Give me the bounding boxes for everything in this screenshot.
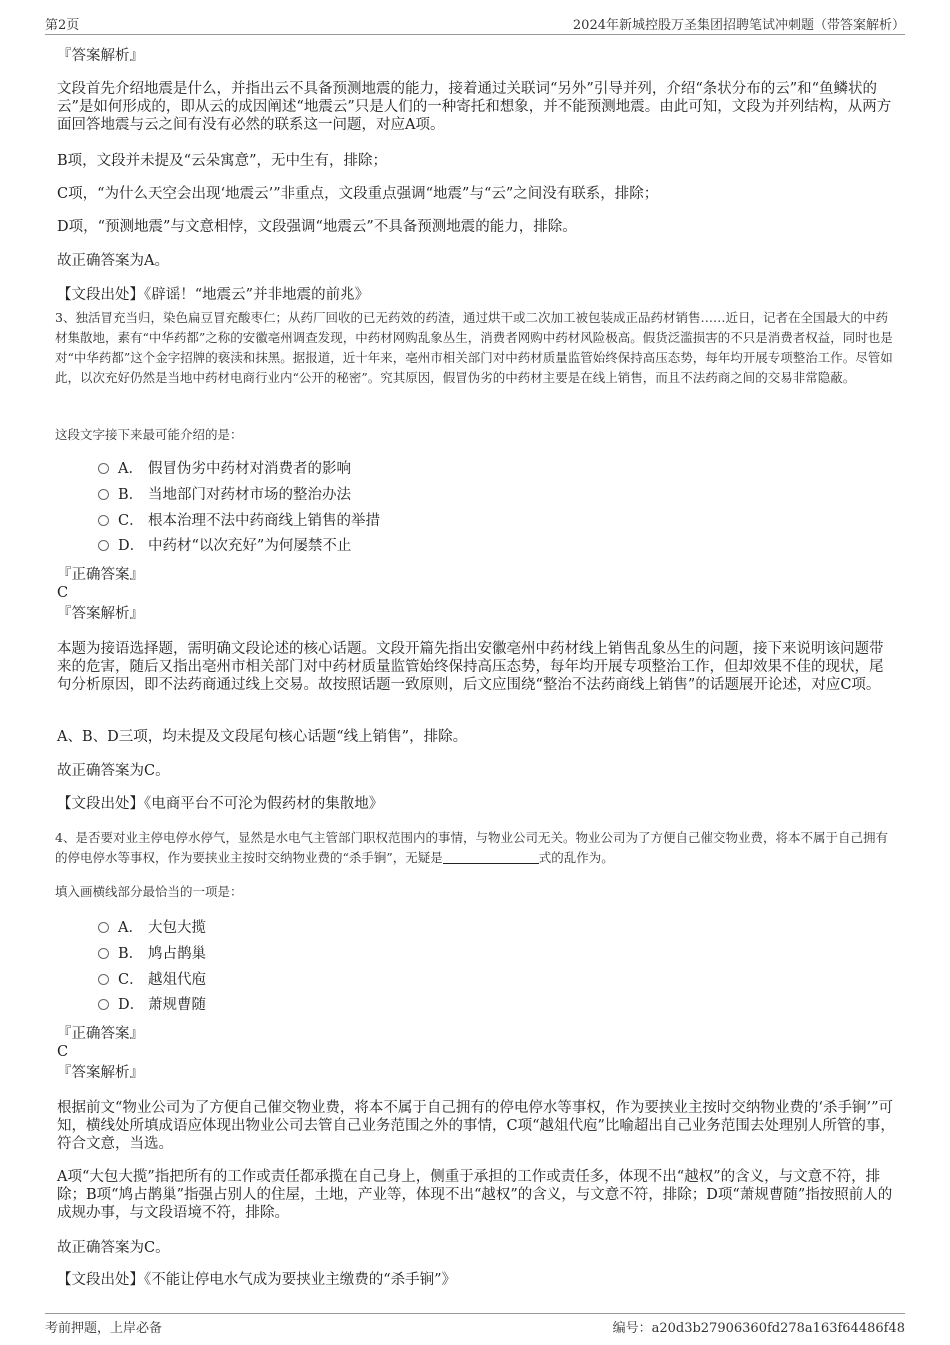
option-key: C． <box>118 513 144 529</box>
radio-button[interactable] <box>98 922 109 933</box>
option-text: 鸠占鹊巢 <box>148 946 206 962</box>
question-4-text <box>55 828 900 868</box>
option-b[interactable] <box>98 945 206 963</box>
option-d[interactable] <box>98 996 206 1014</box>
option-text: 假冒伪劣中药材对消费者的影响 <box>148 461 351 477</box>
radio-button[interactable] <box>98 515 109 526</box>
option-text: 萧规曹随 <box>148 997 206 1013</box>
radio-button[interactable] <box>98 489 109 500</box>
option-a[interactable] <box>98 919 206 937</box>
document-title: 2024年新城控股万圣集团招聘笔试冲刺题（带答案解析） <box>572 18 905 33</box>
radio-button[interactable] <box>98 974 109 985</box>
option-key: B． <box>118 946 144 962</box>
analysis-label: 『答案解析』 <box>57 606 144 622</box>
analysis-paragraph: 文段首先介绍地震是什么，并指出云不具备预测地震的能力，接着通过关联词“另外”引导并列，介绍“条状分布的云”和“鱼鳞状的云”是如何形成的，即从云的成因阐述“地震云”只是人们的一种寄托和想象，并不能预测地震。由此可知，文段为并列结构，从两方面回答地震与云之间有没有必然的联系这一问题，对应A项。 <box>57 81 892 133</box>
correct-answer: C <box>57 1044 69 1060</box>
correct-answer: C <box>57 585 69 601</box>
analysis-paragraph: A、B、D三项，均未提及文段尾句核心话题“线上销售”，排除。 <box>57 729 468 745</box>
question-3-text: 3、独活冒充当归，染色扁豆冒充酸枣仁；从药厂回收的已无药效的药渣，通过烘干或二次加工被包装成正品药材销售……近日，记者在全国最大的中药材集散地，素有“中华药都”之称的安徽亳州调查发现，中药材网购乱象丛生，消费者网购中药材风险极高。假货泛滥损害的不只是消费者权益，同时也是对“中华药都”这个金字招牌的亵渎和抹黑。据报道，近十年来，亳州市相关部门对中药材质量监管始终保持高压态势，每年均开展专项整治工作。尽管如此，以次充好仍然是当地中药材电商行业内“公开的秘密”。究其原因，假冒伪劣的中药材主要是在线上销售，而且不法药商之间的交易非常隐蔽。 <box>55 310 893 385</box>
option-text: 大包大揽 <box>148 920 206 936</box>
analysis-label: 『答案解析』 <box>57 48 144 64</box>
option-key: D． <box>118 997 145 1013</box>
radio-button[interactable] <box>98 540 109 551</box>
correct-answer-label: 『正确答案』 <box>57 567 144 583</box>
option-b[interactable] <box>98 486 351 504</box>
radio-button[interactable] <box>98 463 109 474</box>
analysis-paragraph: 本题为接语选择题，需明确文段论述的核心话题。文段开篇先指出安徽亳州中药材线上销售乱象丛生的问题，接下来说明该问题带来的危害，随后又指出亳州市相关部门对中药材质量监管始终保持高压态势，每年均开展专项整治工作，但却效果不佳的现状，尾句分析原因，即不法药商通过线上交易。故按照话题一致原则，后文应围绕“整治不法药商线上销售”的话题展开论述，对应C项。 <box>57 641 884 693</box>
question-4-stem: 填入画横线部分最恰当的一项是： <box>55 884 243 899</box>
answer-statement: 故正确答案为C。 <box>57 763 170 779</box>
question-3-stem: 这段文字接下来最可能介绍的是： <box>55 427 243 442</box>
source-citation: 【文段出处】《电商平台不可沦为假药材的集散地》 <box>57 796 384 812</box>
option-text: 中药材“以次充好”为何屡禁不止 <box>148 538 352 554</box>
fill-in-blank <box>443 851 539 864</box>
option-text: 当地部门对药材市场的整治办法 <box>148 487 351 503</box>
analysis-paragraph: 根据前文“物业公司为了方便自己催交物业费，将本不属于自己拥有的停电停水等事权，作为要挟业主按时交纳物业费的‘杀手锏’”可知，横线处所填成语应体现出物业公司去管自己业务范围之外的事情，C项“越俎代庖”比喻超出自己业务范围去处理别人所管的事，符合文意，当选。 <box>57 1100 895 1152</box>
footer-slogan: 考前押题，上岸必备 <box>45 1321 163 1336</box>
analysis-paragraph: B项，文段并未提及“云朵寓意”，无中生有，排除； <box>57 153 387 169</box>
option-key: B． <box>118 487 144 503</box>
option-key: C． <box>118 972 144 988</box>
analysis-paragraph: C项，“为什么天空会出现‘地震云’”非重点，文段重点强调“地震”与“云”之间没有联系，排除； <box>57 186 659 202</box>
source-citation: 【文段出处】《辟谣！“地震云”并非地震的前兆》 <box>57 287 370 303</box>
option-key: A． <box>118 920 143 936</box>
option-key: D． <box>118 538 145 554</box>
analysis-paragraph: D项，“预测地震”与文意相悖，文段强调“地震云”不具备预测地震的能力，排除。 <box>57 219 577 235</box>
answer-statement: 故正确答案为C。 <box>57 1240 170 1256</box>
option-c[interactable] <box>98 971 206 989</box>
answer-statement: 故正确答案为A。 <box>57 253 169 269</box>
option-d[interactable] <box>98 537 351 555</box>
source-citation: 【文段出处】《不能让停电水气成为要挟业主缴费的“杀手锏”》 <box>57 1272 457 1288</box>
option-c[interactable] <box>98 512 380 530</box>
option-text: 根本治理不法中药商线上销售的举措 <box>148 513 380 529</box>
page-footer <box>45 1313 905 1336</box>
option-a[interactable] <box>98 460 351 478</box>
option-text: 越俎代庖 <box>148 972 206 988</box>
radio-button[interactable] <box>98 948 109 959</box>
radio-button[interactable] <box>98 999 109 1010</box>
analysis-label: 『答案解析』 <box>57 1065 144 1081</box>
question-4-text-part: 4、是否要对业主停电停水停气，显然是水电气主管部门职权范围内的事情，与物业公司无关。物业公司为了方便自己催交物业费，将本不属于自己拥有的停电停水等事权，作为要挟业主按时交纳物业费的“杀手锏”，无疑是 <box>55 830 888 865</box>
document-code: 编号：a20d3b27906360fd278a163f64486f48 <box>612 1321 905 1336</box>
correct-answer-label: 『正确答案』 <box>57 1026 144 1042</box>
option-key: A． <box>118 461 143 477</box>
analysis-paragraph: A项“大包大揽”指把所有的工作或责任都承揽在自己身上，侧重于承担的工作或责任多，体现不出“越权”的含义，与文意不符，排除；B项“鸠占鹊巢”指强占别人的住屋，土地，产业等，体现不出“越权”的含义，与文意不符，排除；D项“萧规曹随”指按照前人的成规办事，与文段语境不符，排除。 <box>57 1169 893 1221</box>
page-number: 第2页 <box>45 18 80 33</box>
question-4-text-part: 式的乱作为。 <box>538 850 614 865</box>
page-header <box>45 14 905 35</box>
